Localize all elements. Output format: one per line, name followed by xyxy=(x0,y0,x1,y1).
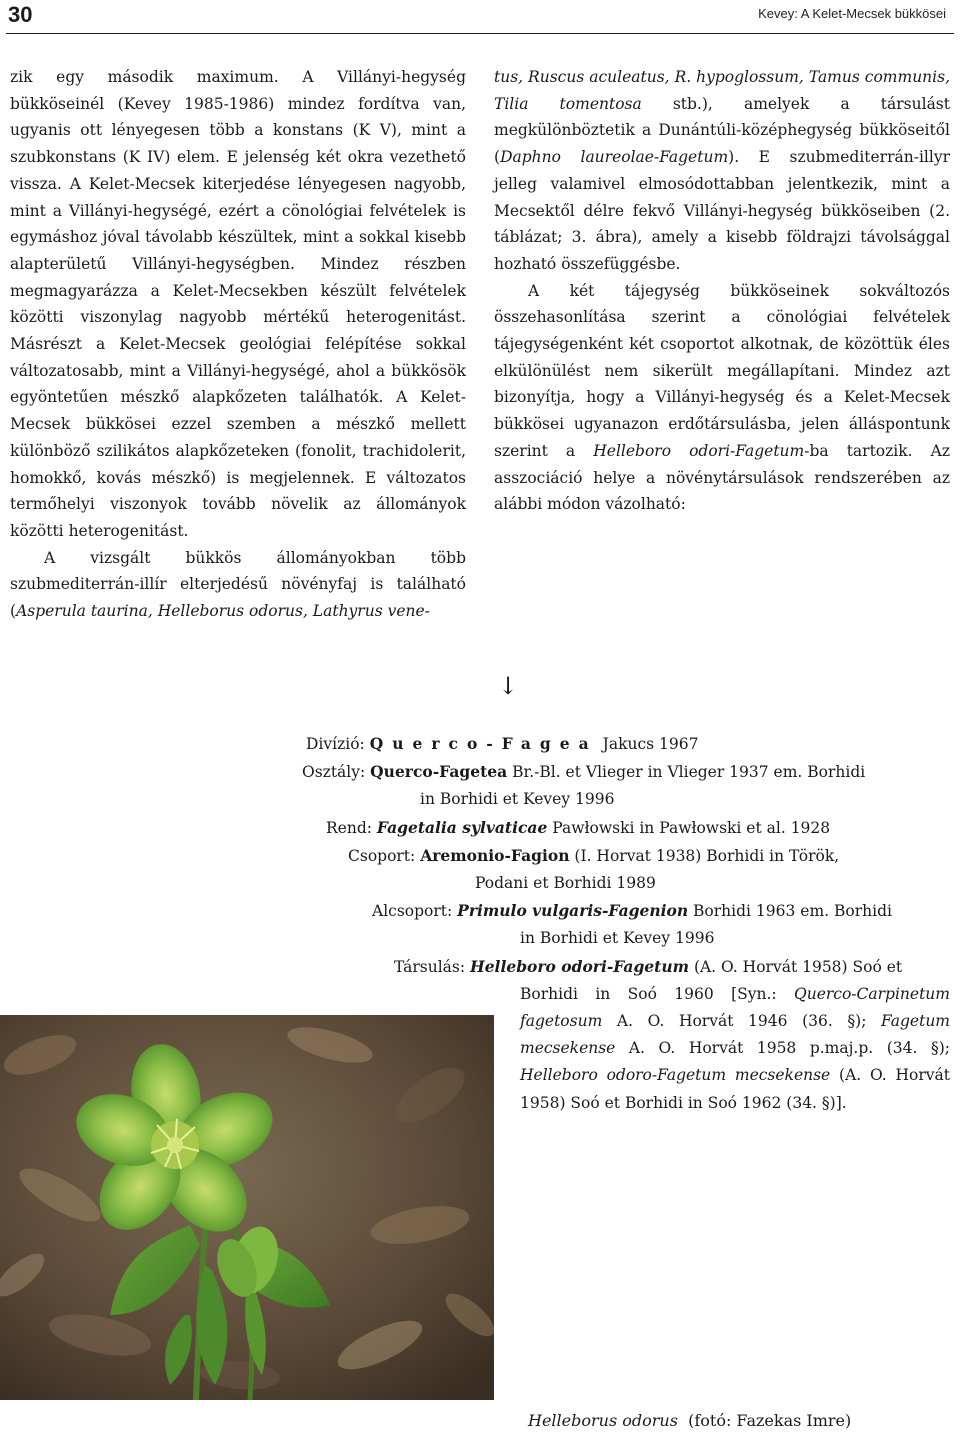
alliance-row-cont: Podani et Borhidi 1989 xyxy=(475,874,656,893)
paragraph: A vizsgált bükkös állományokban több szubmediterrán-illír elterjedésű növényfaj is található (Asperula taurina, Helleborus odorus, Lathyrus vene- xyxy=(10,548,466,621)
suballiance-row-cont: in Borhidi et Kevey 1996 xyxy=(520,929,715,948)
division-name: Querco-Fagea xyxy=(369,734,598,753)
paragraph: zik egy második maximum. A Villányi-hegység bükköseinél (Kevey 1985-1986) mindez fordítva van, ugyanis ott lényegesen több a konstans (K V), mint a szubkonstans (K IV) elem. E jelenség két okra vezethető vissza. A Kelet-Mecsek kiterjedése lényegesen nagyobb, mint a Villányi-hegységé, ezért a cönológiai felvételek is egymáshoz jóval távolabb készültek, mint a sokkal kisebb alapterületű Villányi-hegységben. Mindez részben megmagyarázza a Kelet-Mecsekben készült felvételek közötti viszonylag nagyobb mértékű heterogenitást. Másrészt a Kelet-Mecsek geológiai felépítése sokkal változatosabb, mint a Villányi-hegységé, ahol a bükkösök egyöntetűen mészkő alapkőzeten találhatók. A Kelet-Mecsek bükkösei ezzel szemben a mészkő mellett különböző szilikátos alapkőzeteken (fonolit, trachidolerit, homokkő, kovás mészkő) is megjelennek. E változatos termőhelyi viszonyok tovább növelik az állományok közötti heterogenitást. xyxy=(10,68,466,540)
alliance-row: Csoport: Aremonio-Fagion (I. Horvat 1938) Borhidi in Török, xyxy=(348,845,840,865)
paragraph: tus, Ruscus aculeatus, R. hypoglossum, Tamus communis, Tilia tomentosa stb.), amelyek a társulást megkülönböztetik a Dunántúli-középhegység bükköseitől (Daphno laureolae-Fagetum). E szubmediterrán-illyr jelleg valamivel elmosódottabban jelentkezik, mint a Mecsektől délre fekvő Villányi-hegység bükköseiben (2. táblázat; 3. ábra), amely a kisebb földrajzi távolsággal hozható összefüggésbe. xyxy=(494,68,950,273)
right-column xyxy=(494,64,950,518)
down-arrow-icon: ↓ xyxy=(498,672,519,700)
paragraph: A két tájegység bükköseinek sokváltozós összehasonlítása szerint a cönológiai felvételek tájegységenként két csoportot alkotnak, de közöttük éles elkülönülést nem sikerült megállapítani. Mindez azt bizonyítja, hogy a Villányi-hegység és a Kelet-Mecsek bükkösei ugyanazon erdőtársulásba, jelen álláspontunk szerint a Helleboro odori-Fagetum-ba tartozik. Az asszociáció helye a növénytársulások rendszerében az alábbi módon vázolható: xyxy=(494,281,951,514)
helleborus-photo xyxy=(0,1015,494,1400)
association-synonyms: Borhidi in Soó 1960 [Syn.: Querco-Carpinetum fagetosum A. O. Horvát 1946 (36. §); Fagetum mecsekense A. O. Horvát 1958 p.maj.p. (34. §); Helleboro odoro-Fagetum mecsekense (A. O. Horvát 1958) Soó et Borhidi in Soó 1962 (34. §)]. xyxy=(520,984,950,1112)
association-row: Társulás: Helleboro odori-Fagetum (A. O. Horvát 1958) Soó et xyxy=(394,956,903,976)
header-rule xyxy=(6,33,954,34)
left-column xyxy=(10,64,466,625)
photo-caption: Helleborus odorus (fotó: Fazekas Imre) xyxy=(528,1411,852,1430)
page-number: 30 xyxy=(8,2,33,27)
class-row-cont: in Borhidi et Kevey 1996 xyxy=(420,790,615,809)
class-row: Osztály: Querco-Fagetea Br.-Bl. et Vlieger in Vlieger 1937 em. Borhidi xyxy=(302,762,866,782)
order-row: Rend: Fagetalia sylvaticae Pawłowski in Pawłowski et al. 1928 xyxy=(326,817,831,837)
division-row: Divízió: Querco-Fagea Jakucs 1967 xyxy=(306,734,699,753)
running-title: Kevey: A Kelet-Mecsek bükkösei xyxy=(758,6,946,21)
suballiance-row: Alcsoport: Primulo vulgaris-Fagenion Borhidi 1963 em. Borhidi xyxy=(372,901,892,921)
